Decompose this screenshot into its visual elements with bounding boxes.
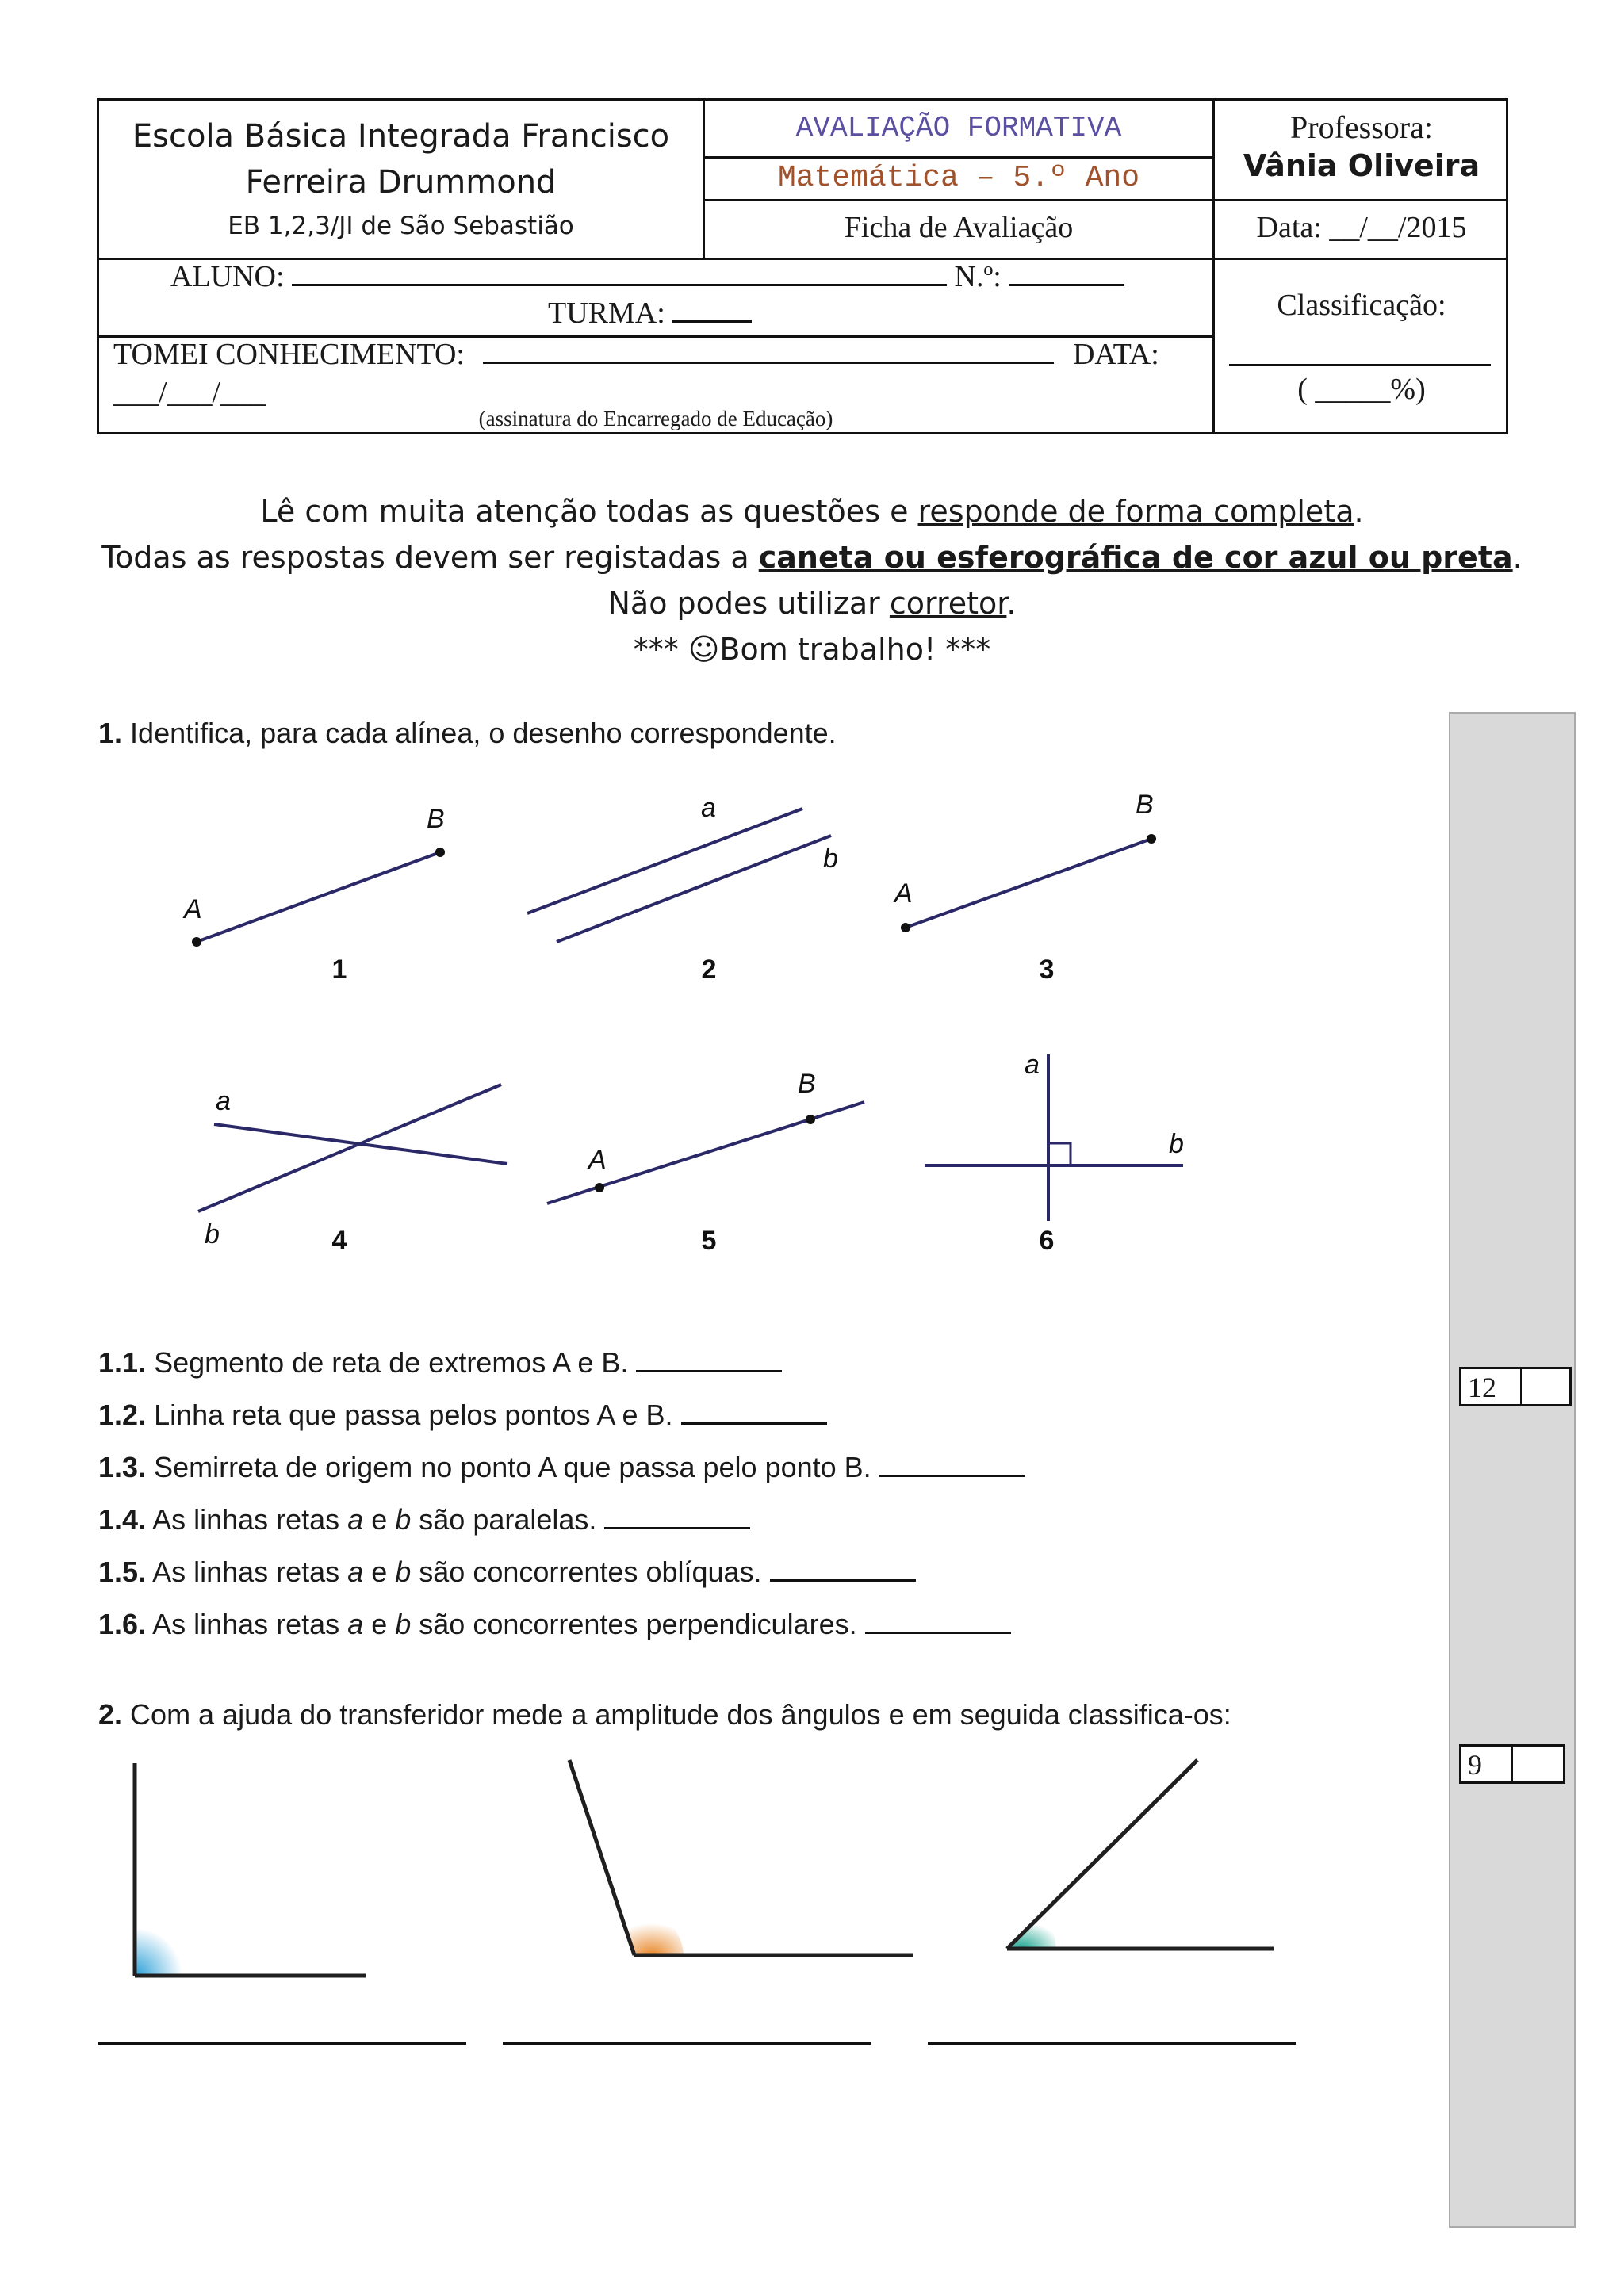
fig3-point-b [1147,834,1156,844]
q1-prompt [98,717,837,750]
score-margin [1449,712,1576,2228]
item-number: 1.2. [98,1399,147,1431]
fig6-label-b: b [1169,1129,1184,1159]
angle2-ray-left [569,1760,634,1955]
divider [1511,1747,1513,1781]
answer-field[interactable] [865,1628,1011,1634]
q1-number: 1. [98,717,123,749]
text: Lê com muita atenção todas as questões e [260,494,918,529]
fig3-label-b: B [1136,790,1154,820]
var-b: b [395,1608,412,1640]
fig5-point-b [806,1115,815,1124]
ack-date-field[interactable]: ___/___/___ [113,376,266,409]
text: . [1512,540,1522,575]
item-number: 1.6. [98,1608,147,1640]
text: . [1354,494,1364,529]
instructions [0,488,1624,672]
angle1-arc [135,1928,182,1976]
text: . [1006,586,1017,621]
school-subtitle: EB 1,2,3/JI de São Sebastião [228,212,574,240]
instruction-line-1 [0,488,1624,534]
student-row [170,259,1124,294]
q1-score: 12 [1468,1372,1496,1403]
answer-field[interactable] [681,1419,827,1425]
emphasis: caneta ou esferográfica de cor azul ou preta [758,540,1513,575]
answer-field[interactable] [636,1367,782,1372]
divider [703,199,1212,201]
acknowledgement-row [113,337,1159,372]
fig4-label-b: b [205,1219,220,1249]
q1-item [98,1598,1025,1651]
student-number-field[interactable] [1009,281,1124,286]
school-line-2: Ferreira Drummond [245,164,557,201]
header-table [97,98,1508,434]
teacher-label: Professora: [1290,109,1433,145]
item-text: As linhas retas [152,1608,348,1640]
q2-number: 2. [98,1698,123,1731]
emphasis: corretor [889,586,1007,621]
signature-field[interactable] [483,358,1054,364]
var-a: a [347,1503,364,1536]
item-text: As linhas retas [152,1556,348,1588]
answer-field[interactable] [770,1576,916,1582]
fig1-label-b: B [427,804,445,834]
q1-score-box[interactable] [1459,1367,1572,1406]
item-text: As linhas retas [152,1503,348,1536]
q1-item [98,1441,1025,1494]
var-b: b [395,1556,412,1588]
student-name-field[interactable] [292,281,947,286]
q1-item [98,1389,1025,1441]
assessment-title: AVALIAÇÃO FORMATIVA [795,112,1122,144]
q2-score: 9 [1468,1749,1482,1781]
fig2-label-a: a [701,793,716,823]
var-a: a [347,1608,364,1640]
fig3-number: 3 [1039,955,1055,985]
grade-percent: ( _____%) [1297,373,1426,406]
fig6-number: 6 [1039,1226,1055,1256]
fig3-ray [906,839,1151,928]
item-text: Segmento de reta de extremos A e B. [154,1346,629,1379]
answer-field[interactable] [604,1524,750,1529]
number-label: N.º: [954,260,1002,293]
var-b: b [395,1503,412,1536]
q2-text: Com a ajuda do transferidor mede a amplitude dos ângulos e em seguida classifica-os: [130,1698,1231,1731]
var-a: a [347,1556,364,1588]
q2-score-box[interactable] [1459,1744,1565,1784]
fig5-number: 5 [701,1226,717,1256]
subject-title: Matemática – 5.º Ano [777,161,1140,195]
item-text: são concorrentes perpendiculares. [411,1608,857,1640]
item-text: Linha reta que passa pelos pontos A e B. [154,1399,673,1431]
q2-angles [0,1744,1427,2061]
emphasis: responde de forma completa [917,494,1354,529]
instruction-line-2 [0,534,1624,580]
item-text: são paralelas. [411,1503,597,1536]
fig1-point-b [435,848,445,857]
divider [703,156,1212,159]
item-number: 1.3. [98,1451,147,1483]
grade-field[interactable] [1229,364,1491,366]
signature-note: (assinatura do Encarregado de Educação) [478,407,833,430]
text: Não podes utilizar [607,586,890,621]
item-text: e [363,1556,396,1588]
school-name [99,113,703,205]
fig3-point-a [901,923,910,932]
fig6-label-a: a [1025,1050,1040,1080]
angle3-answer-field[interactable] [928,2042,1296,2045]
angle2-answer-field[interactable] [503,2042,871,2045]
text: Todas as respostas devem ser registadas a [102,540,759,575]
item-text: Semirreta de origem no ponto A que passa pelo ponto B. [154,1451,871,1483]
answer-field[interactable] [879,1471,1025,1477]
divider [1212,199,1508,201]
class-label: TURMA: [548,297,665,330]
fig1-label-a: A [184,894,202,924]
item-text: são concorrentes oblíquas. [411,1556,762,1588]
fig4-label-a: a [216,1086,231,1116]
fig3-label-a: A [894,878,913,909]
fig6-right-angle-mark [1048,1143,1071,1165]
item-number: 1.4. [98,1503,147,1536]
angle1-answer-field[interactable] [98,2042,466,2045]
item-number: 1.5. [98,1556,147,1588]
fig1-point-a [192,937,201,947]
q1-items [98,1337,1025,1651]
fig5-point-a [595,1183,604,1192]
ack-date-label: DATA: [1072,338,1159,371]
teacher-name: Vânia Oliveira [1243,148,1480,183]
instruction-line-3 [0,580,1624,626]
q1-figures [0,777,1427,1284]
acknowledged-label: TOMEI CONHECIMENTO: [113,338,465,371]
angle2-arc [620,1910,684,1955]
q2-prompt [98,1698,1231,1732]
school-line-1: Escola Básica Integrada Francisco [132,118,670,155]
item-text: e [363,1503,396,1536]
q1-item [98,1337,1025,1389]
fig5-label-b: B [798,1069,816,1099]
q1-text: Identifica, para cada alínea, o desenho correspondente. [130,717,837,749]
instruction-line-4: *** ☺Bom trabalho! *** [633,632,991,667]
item-text: e [363,1608,396,1640]
fig1-segment [197,852,440,942]
item-number: 1.1. [98,1346,147,1379]
fig1-number: 1 [331,955,347,985]
fig2-number: 2 [701,955,717,985]
divider [1520,1369,1522,1404]
fig4-line-b [198,1085,501,1211]
fig2-label-b: b [823,844,838,874]
angle3-ray-diagonal [1007,1760,1197,1949]
class-field[interactable] [672,317,752,323]
student-label: ALUNO: [170,260,285,293]
header-date: Data: __/__/2015 [1256,211,1467,244]
sheet-title: Ficha de Avaliação [844,211,1074,244]
q1-item [98,1546,1025,1598]
fig4-number: 4 [331,1226,347,1256]
fig5-label-a: A [588,1145,607,1175]
grade-label: Classificação: [1277,289,1446,322]
class-row [548,296,752,331]
q1-item [98,1494,1025,1546]
